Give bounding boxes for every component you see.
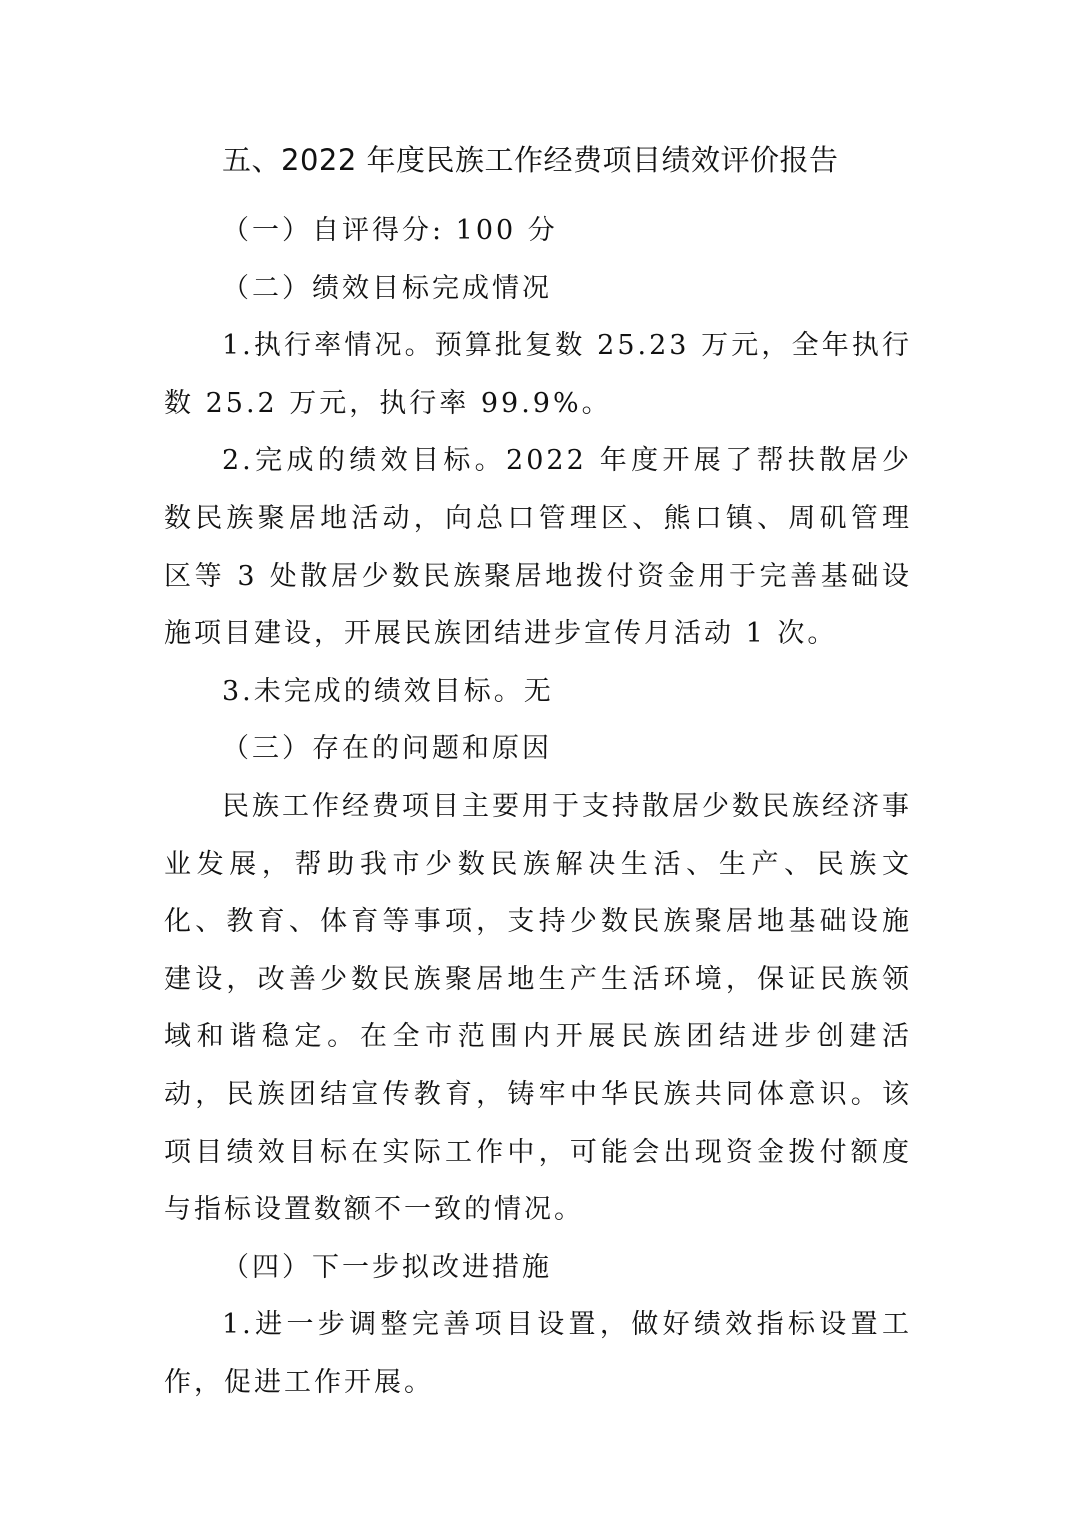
self-score-heading: （一）自评得分: 100 分 <box>222 215 558 246</box>
goal-completion-heading: （二）绩效目标完成情况 <box>222 272 552 304</box>
document-body <box>164 138 912 1411</box>
problems-heading: （三）存在的问题和原因 <box>222 733 552 765</box>
improvement-heading: （四）下一步拟改进措施 <box>222 1251 552 1283</box>
completed-goals-paragraph: 2.完成的绩效目标。2022 年度开展了帮扶散居少数民族聚居地活动，向总口管理区、熊口镇、周矶管理区等 3 处散居少数民族聚居地拨付资金用于完善基础设施项目建设，开展民族团结进步宣传月活动 1 次。 <box>164 445 912 650</box>
improvement-item-1: 1.进一步调整完善项目设置，做好绩效指标设置工作，促进工作开展。 <box>164 1309 912 1398</box>
problems-paragraph: 民族工作经费项目主要用于支持散居少数民族经济事业发展，帮助我市少数民族解决生活、生产、民族文化、教育、体育等事项，支持少数民族聚居地基础设施建设，改善少数民族聚居地生产生活环境，保证民族领域和谐稳定。在全市范围内开展民族团结进步创建活动，民族团结宣传教育，铸牢中华民族共同体意识。该项目绩效目标在实际工作中，可能会出现资金拨付额度与指标设置数额不一致的情况。 <box>164 790 912 1226</box>
report-title: 五、2022 年度民族工作经费项目绩效评价报告 <box>222 143 839 177</box>
uncompleted-goals-paragraph: 3.未完成的绩效目标。无 <box>222 675 554 707</box>
execution-rate-paragraph: 1.执行率情况。预算批复数 25.23 万元，全年执行数 25.2 万元，执行率 99.9%。 <box>164 330 912 419</box>
